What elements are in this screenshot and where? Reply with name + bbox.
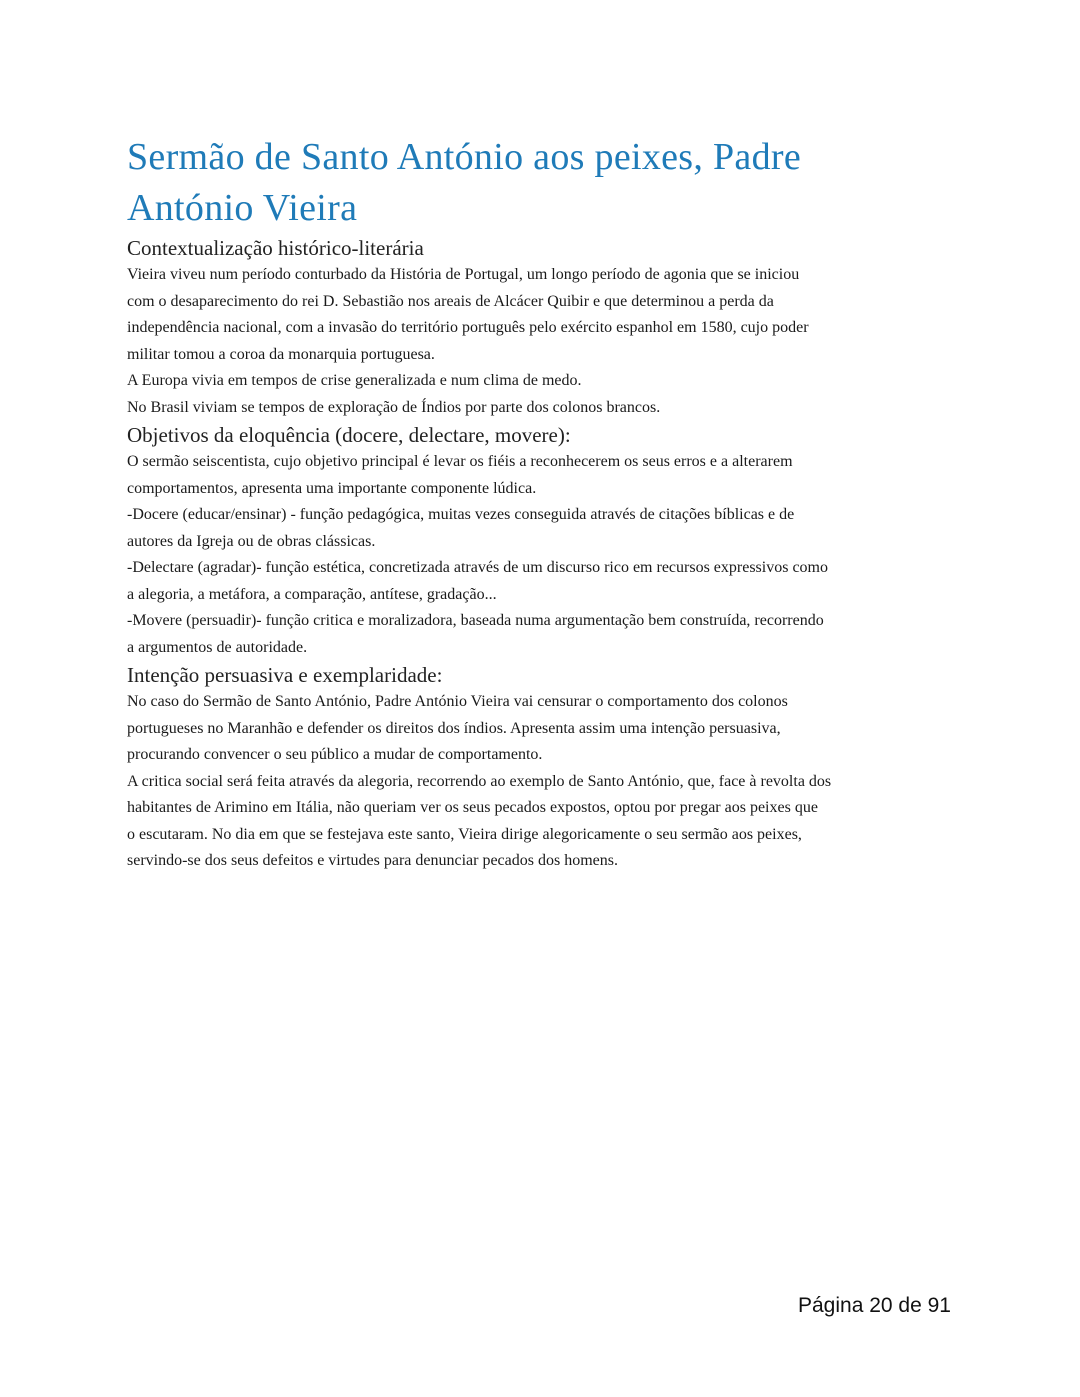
text-line: habitantes de Arimino em Itália, não queriam ver os seus pecados expostos, optou por pregar aos peixes que: [127, 799, 818, 816]
section-heading-objetivos: Objetivos da eloquência (docere, delectare, movere):: [127, 423, 571, 447]
text-line: a argumentos de autoridade.: [127, 638, 308, 656]
text-line: procurando convencer o seu público a mudar de comportamento.: [127, 746, 543, 763]
title-line: Sermão de Santo António aos peixes, Padre: [127, 136, 802, 178]
text-line: -Delectare (agradar)- função estética, concretizada através de um discurso rico em recursos expressivos como: [127, 559, 828, 576]
text-line: servindo-se dos seus defeitos e virtudes para denunciar pecados dos homens.: [127, 852, 618, 869]
paragraph: [127, 449, 957, 661]
paragraph: [127, 769, 957, 875]
title-line: António Vieira: [127, 187, 358, 229]
text-line: militar tomou a coroa da monarquia portuguesa.: [127, 345, 435, 363]
paragraph: [127, 262, 957, 368]
text-line: Vieira viveu num período conturbado da História de Portugal, um longo período de agonia que se iniciou: [127, 266, 800, 283]
text-line: autores da Igreja ou de obras clássicas.: [127, 532, 376, 550]
text-line: A critica social será feita através da alegoria, recorrendo ao exemplo de Santo António, que, face à revolta dos: [127, 772, 832, 790]
text-line: No Brasil viviam se tempos de exploração de Índios por parte dos colonos brancos.: [127, 398, 661, 416]
section-heading-intencao: Intenção persuasiva e exemplaridade:: [127, 663, 443, 687]
text-line: A Europa vivia em tempos de crise generalizada e num clima de medo.: [127, 372, 582, 389]
text-line: a alegoria, a metáfora, a comparação, antítese, gradação...: [127, 585, 497, 603]
paragraph: [127, 689, 957, 769]
text-line: portugueses no Maranhão e defender os direitos dos índios. Apresenta assim uma intenção persuasiva,: [127, 719, 781, 737]
document-page: [127, 132, 957, 875]
text-line: comportamentos, apresenta uma importante componente lúdica.: [127, 479, 537, 497]
text-line: -Movere (persuadir)- função critica e moralizadora, baseada numa argumentação bem construída, recorrendo: [127, 612, 824, 629]
text-line: o escutaram. No dia em que se festejava este santo, Vieira dirige alegoricamente o seu sermão aos peixes,: [127, 825, 802, 843]
document-title: [127, 132, 957, 234]
text-line: No caso do Sermão de Santo António, Padre António Vieira vai censurar o comportamento dos colonos: [127, 693, 788, 710]
paragraph: [127, 368, 957, 421]
text-line: -Docere (educar/ensinar) - função pedagógica, muitas vezes conseguida através de citações bíblicas e de: [127, 506, 795, 523]
page-number: Página 20 de 91: [798, 1294, 951, 1317]
text-line: independência nacional, com a invasão do território português pelo exército espanhol em 1580, cujo poder: [127, 319, 809, 336]
text-line: O sermão seiscentista, cujo objetivo principal é levar os fiéis a reconhecerem os seus erros e a alterarem: [127, 453, 793, 470]
section-heading-contextualizacao: Contextualização histórico-literária: [127, 236, 424, 260]
text-line: com o desaparecimento do rei D. Sebastião nos areais de Alcácer Quibir e que determinou a perda da: [127, 292, 774, 310]
